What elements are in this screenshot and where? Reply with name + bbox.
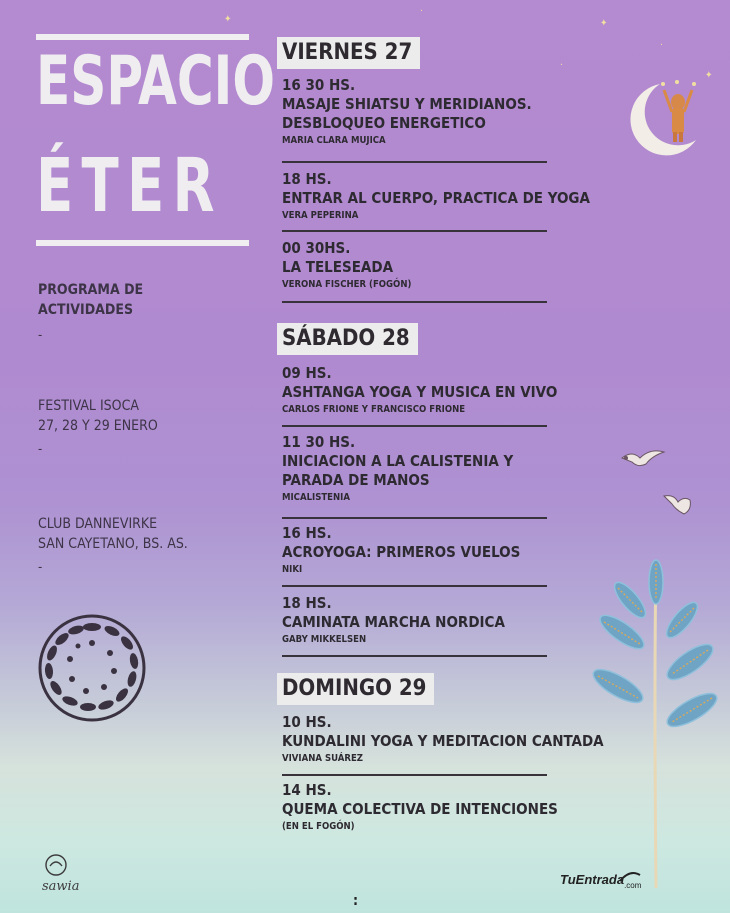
- divider: [282, 161, 547, 163]
- event-item: [282, 76, 547, 148]
- bird-icon: [618, 444, 668, 476]
- event-host: MARIA CLARA MUJICA: [282, 135, 386, 146]
- separator: -: [38, 560, 43, 575]
- tuentrada-logo-text: TuEntrada: [560, 872, 625, 887]
- event-title: QUEMA COLECTIVA DE INTENCIONES: [282, 800, 558, 818]
- divider: [282, 230, 547, 232]
- tuentrada-logo-suffix: .com: [624, 881, 642, 890]
- bird-icon: [662, 490, 696, 520]
- event-host: CARLOS FRIONE Y FRANCISCO FRIONE: [282, 404, 466, 415]
- event-time: 14 HS.: [282, 781, 332, 799]
- event-time: 10 HS.: [282, 713, 332, 731]
- event-time: 00 30HS.: [282, 239, 351, 257]
- event-item: [282, 524, 547, 577]
- moon-icon: [620, 62, 720, 162]
- event-host: VERA PEPERINA: [282, 210, 359, 221]
- title-line-1: ESPACIO: [36, 42, 275, 121]
- event-host: VERONA FISCHER (FOGÓN): [282, 279, 412, 290]
- event-item: [282, 170, 590, 223]
- event-title: MASAJE SHIATSU Y MERIDIANOS.: [282, 95, 532, 113]
- event-host: (EN EL FOGÓN): [282, 821, 355, 832]
- event-host: GABY MIKKELSEN: [282, 634, 367, 645]
- event-item: [282, 713, 604, 766]
- event-title: KUNDALINI YOGA Y MEDITACION CANTADA: [282, 732, 604, 750]
- event-item: [282, 594, 547, 647]
- divider: [282, 774, 547, 776]
- event-title: INICIACION A LA CALISTENIA Y: [282, 452, 514, 470]
- divider: [282, 517, 547, 519]
- event-host: NIKI: [282, 564, 303, 575]
- event-time: 09 HS.: [282, 364, 332, 382]
- program-label: PROGRAMA DE ACTIVIDADES: [38, 282, 144, 318]
- festival-info: FESTIVAL ISOCA 27, 28 Y 29 ENERO: [38, 398, 158, 434]
- title-line-2: ÉTER: [36, 143, 223, 229]
- event-item: [282, 364, 558, 417]
- separator: -: [38, 442, 43, 457]
- svg-text:sawia: sawia: [42, 879, 80, 894]
- bottom-mark: :: [353, 893, 359, 909]
- plant-illustration: [590, 558, 725, 888]
- venue-info: CLUB DANNEVIRKE SAN CAYETANO, BS. AS.: [38, 516, 188, 552]
- day-label-viernes: VIERNES 27: [277, 37, 420, 69]
- tuentrada-logo: [560, 869, 641, 890]
- event-host: MICALISTENIA: [282, 492, 350, 503]
- title-rule-top: [36, 34, 249, 40]
- day-label-sabado: SÁBADO 28: [277, 323, 418, 355]
- event-title: PARADA DE MANOS: [282, 471, 430, 489]
- event-title: DESBLOQUEO ENERGETICO: [282, 114, 486, 132]
- event-title: ENTRAR AL CUERPO, PRACTICA DE YOGA: [282, 189, 590, 207]
- title-rule-bottom: [36, 240, 249, 246]
- divider: [282, 655, 547, 657]
- event-time: 11 30 HS.: [282, 433, 356, 451]
- event-time: 16 30 HS.: [282, 76, 356, 94]
- swoosh-icon: [618, 867, 642, 885]
- event-item: [282, 239, 547, 292]
- divider: [282, 425, 547, 427]
- figure-icon: [661, 80, 696, 142]
- event-title: ACROYOGA: PRIMEROS VUELOS: [282, 543, 521, 561]
- divider: [282, 301, 547, 303]
- day-label-domingo: DOMINGO 29: [277, 673, 434, 705]
- event-time: 18 HS.: [282, 594, 332, 612]
- divider: [282, 585, 547, 587]
- event-title: ASHTANGA YOGA Y MUSICA EN VIVO: [282, 383, 558, 401]
- event-item: [282, 433, 547, 505]
- event-host: VIVIANA SUÁREZ: [282, 753, 363, 764]
- sawia-logo: [40, 852, 88, 894]
- event-time: 18 HS.: [282, 170, 332, 188]
- festival-emblem-icon: [30, 613, 154, 723]
- separator: -: [38, 328, 43, 343]
- event-item: [282, 781, 558, 834]
- event-time: 16 HS.: [282, 524, 332, 542]
- event-title: CAMINATA MARCHA NORDICA: [282, 613, 505, 631]
- event-title: LA TELESEADA: [282, 258, 394, 276]
